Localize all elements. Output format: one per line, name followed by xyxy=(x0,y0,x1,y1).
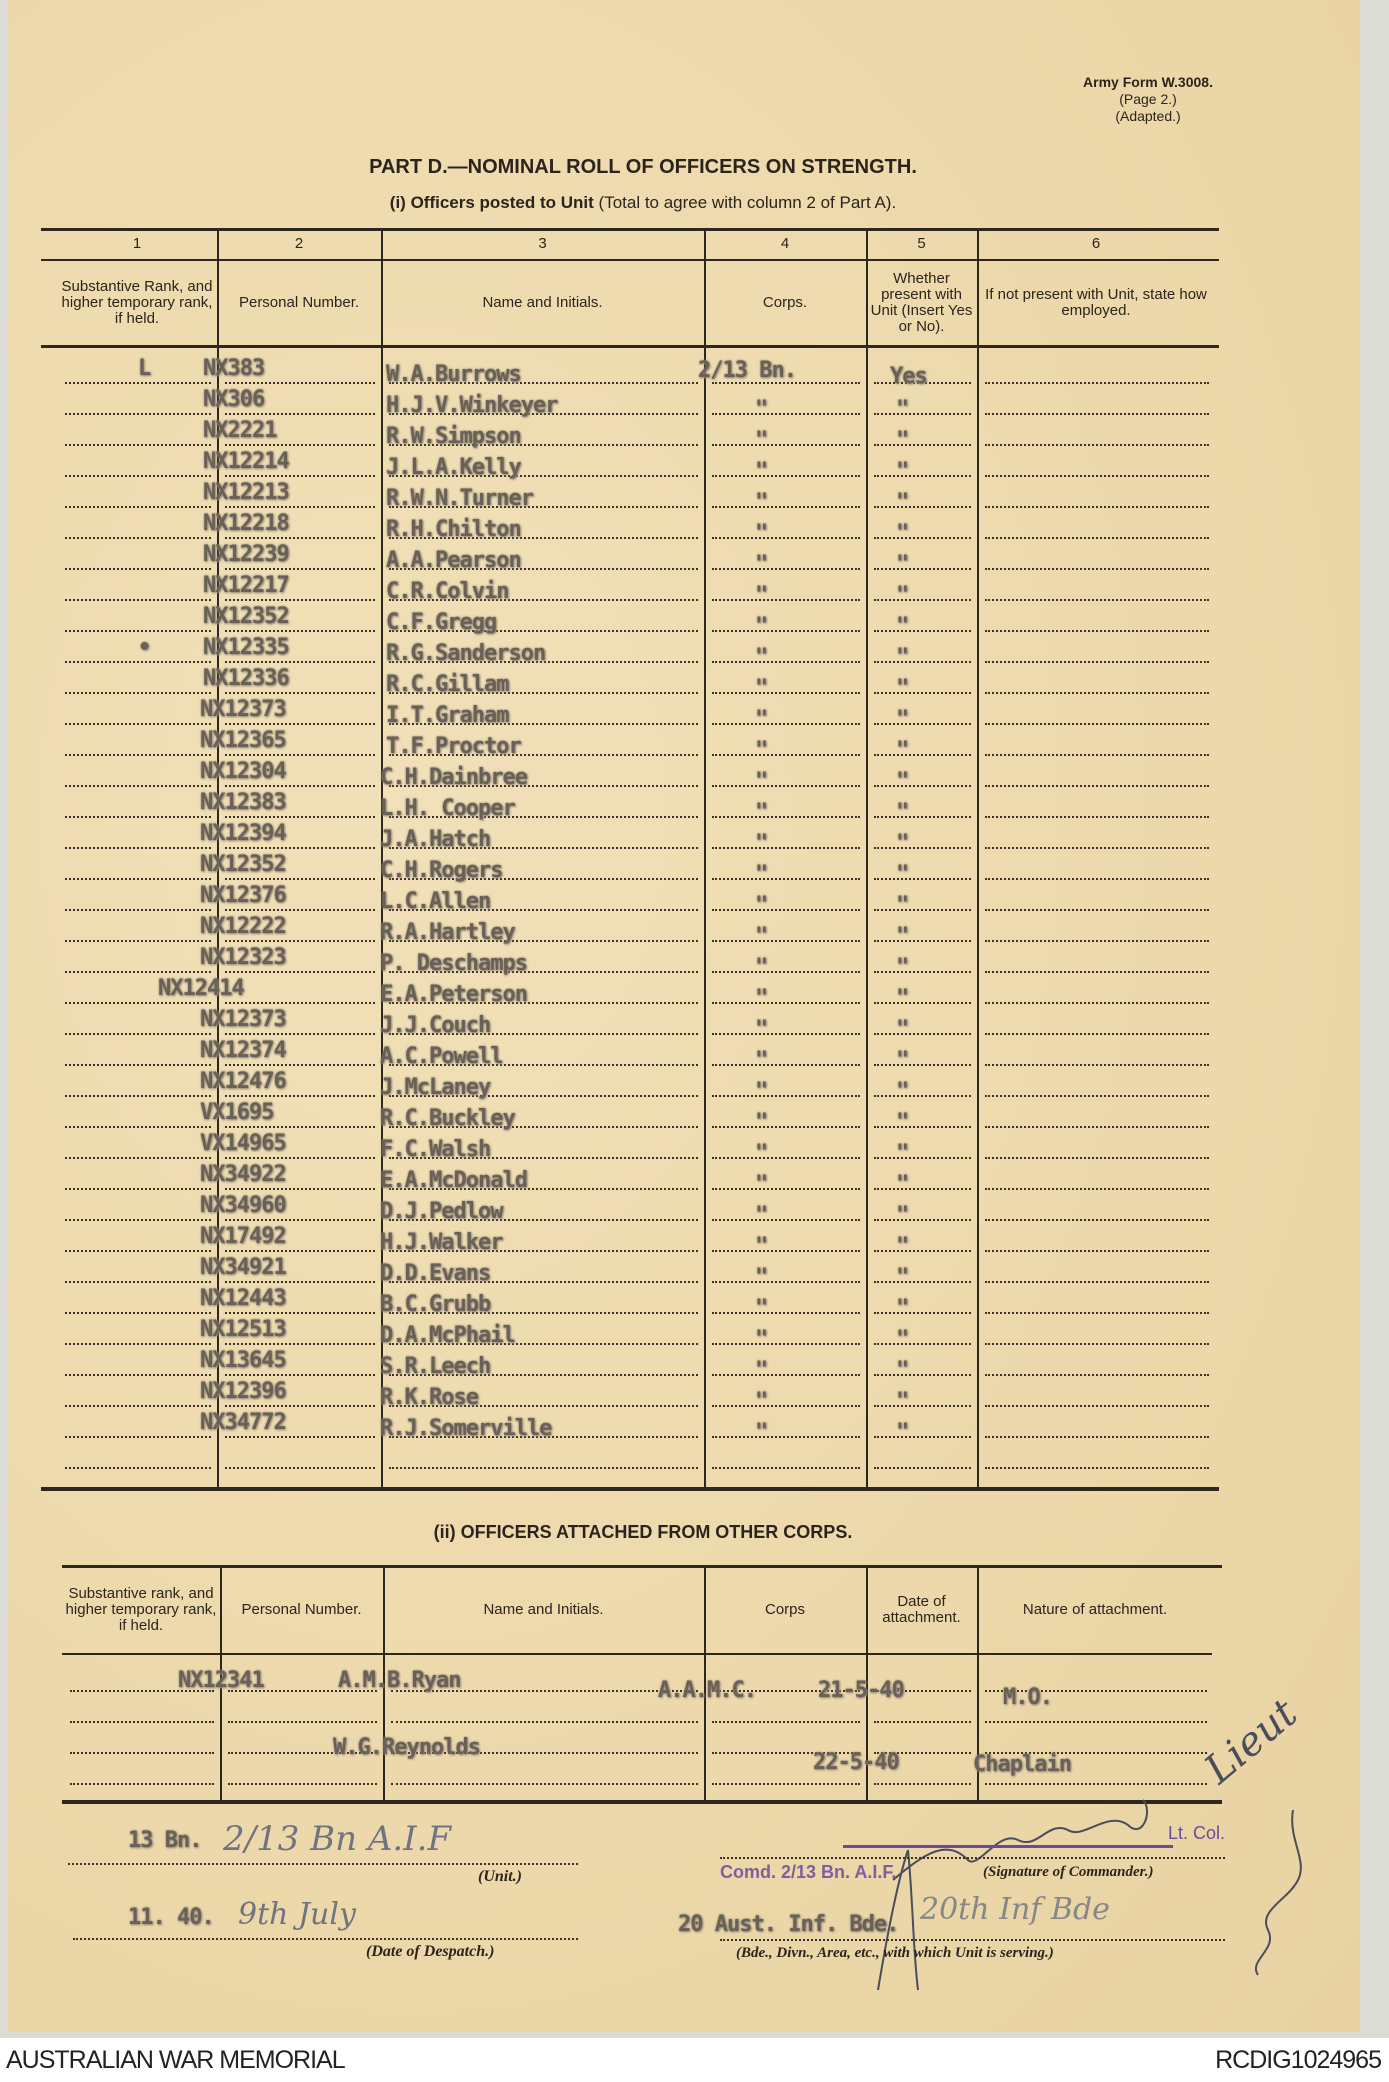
column-header xyxy=(706,262,864,344)
name-cell: J.A.Hatch xyxy=(380,827,491,852)
personal-number-cell: NX12394 xyxy=(200,821,286,846)
name-cell: R.C.Buckley xyxy=(380,1106,515,1131)
subtitle-rest: (Total to agree with column 2 of Part A). xyxy=(598,193,897,212)
row-ruling xyxy=(712,1467,860,1469)
unit-line xyxy=(68,1863,578,1865)
present-cell: " xyxy=(896,1172,909,1197)
corps-cell: " xyxy=(755,428,768,453)
personal-number-cell: NX13645 xyxy=(200,1348,286,1373)
column-header-label: Nature of attachment. xyxy=(1022,1601,1168,1618)
unit-typed: 13 Bn. xyxy=(128,1828,202,1853)
row-ruling xyxy=(391,1783,698,1785)
present-cell: " xyxy=(896,645,909,670)
column-header xyxy=(383,262,702,344)
personal-number-cell: NX12323 xyxy=(200,945,286,970)
corps-cell: " xyxy=(755,862,768,887)
personal-number-cell: NX12443 xyxy=(200,1286,286,1311)
present-cell: " xyxy=(896,552,909,577)
table-row xyxy=(8,1317,1228,1352)
column-header xyxy=(706,1570,864,1650)
corps-cell: " xyxy=(755,1048,768,1073)
date-cell: 22-5-40 xyxy=(813,1750,899,1775)
personal-number-cell: NX12304 xyxy=(200,759,286,784)
column-header xyxy=(979,1570,1211,1650)
name-cell: R.K.Rose xyxy=(380,1385,478,1410)
present-cell: " xyxy=(896,583,909,608)
corps-cell: " xyxy=(755,955,768,980)
rank-cell: L xyxy=(138,356,151,381)
personal-number-cell: NX12213 xyxy=(203,480,289,505)
table-row xyxy=(8,1131,1228,1166)
present-cell: " xyxy=(896,1079,909,1104)
present-cell: " xyxy=(896,1110,909,1135)
corps-cell: " xyxy=(755,1017,768,1042)
nature-cell: M.O. xyxy=(1003,1685,1052,1710)
present-cell: " xyxy=(896,1296,909,1321)
nature-cell: Chaplain xyxy=(973,1752,1071,1777)
column-header-label: If not present with Unit, state how employed. xyxy=(985,286,1207,319)
column-number: 1 xyxy=(132,235,142,252)
personal-number-cell: NX12373 xyxy=(200,697,286,722)
corps-cell: " xyxy=(755,769,768,794)
corps-cell: " xyxy=(755,924,768,949)
name-cell: D.J.Pedlow xyxy=(380,1199,503,1224)
present-cell: " xyxy=(896,707,909,732)
personal-number-cell: NX12376 xyxy=(200,883,286,908)
table-row xyxy=(8,976,1228,1011)
corps-cell: " xyxy=(755,645,768,670)
corps-cell: " xyxy=(755,521,768,546)
row-ruling xyxy=(70,1752,214,1754)
present-cell: " xyxy=(896,521,909,546)
present-cell: " xyxy=(896,986,909,1011)
row-ruling xyxy=(389,1467,698,1469)
row-ruling xyxy=(228,1783,377,1785)
page-subtitle xyxy=(8,193,1278,213)
personal-number-cell: NX306 xyxy=(203,387,265,412)
personal-number-cell: NX12383 xyxy=(200,790,286,815)
page-title: PART D.—NOMINAL ROLL OF OFFICERS ON STRENGTH. xyxy=(369,156,917,178)
corps-cell: " xyxy=(755,583,768,608)
name-cell: R.H.Chilton xyxy=(386,517,521,542)
row-ruling xyxy=(225,1467,375,1469)
present-cell: Yes xyxy=(890,364,927,389)
corps-cell: " xyxy=(755,1296,768,1321)
table-row xyxy=(8,1162,1228,1197)
unit-label: (Unit.) xyxy=(478,1868,522,1885)
present-cell: " xyxy=(896,459,909,484)
present-cell: " xyxy=(896,1048,909,1073)
name-cell: W.G.Reynolds xyxy=(333,1735,480,1760)
signature-line xyxy=(720,1857,1225,1859)
section2-title: (ii) OFFICERS ATTACHED FROM OTHER CORPS. xyxy=(433,1522,853,1542)
personal-number-cell: NX12373 xyxy=(200,1007,286,1032)
personal-number-cell: NX12218 xyxy=(203,511,289,536)
table-row xyxy=(8,728,1228,763)
corps-cell: " xyxy=(755,1203,768,1228)
column-header-label: Corps xyxy=(764,1601,805,1618)
rank-cell: • xyxy=(138,635,151,660)
command-stamp: Comd. 2/13 Bn. A.I.F. xyxy=(720,1862,897,1882)
table-row xyxy=(8,1038,1228,1073)
corps-cell: 2/13 Bn. xyxy=(698,358,796,383)
personal-number-cell: NX12217 xyxy=(203,573,289,598)
name-cell: C.H.Rogers xyxy=(380,858,503,883)
form-page: (Page 2.) xyxy=(1119,91,1177,107)
row-ruling xyxy=(874,1721,971,1723)
personal-number-cell: NX12513 xyxy=(200,1317,286,1342)
table-row xyxy=(8,1286,1228,1321)
table-row xyxy=(8,1007,1228,1042)
name-cell: R.C.Gillam xyxy=(386,672,509,697)
paper-sheet xyxy=(8,0,1360,2032)
personal-number-cell: NX34772 xyxy=(200,1410,286,1435)
present-cell: " xyxy=(896,955,909,980)
personal-number-cell: NX34921 xyxy=(200,1255,286,1280)
present-cell: " xyxy=(896,893,909,918)
present-cell: " xyxy=(896,1327,909,1352)
form-adapted: (Adapted.) xyxy=(1115,108,1181,124)
column-header xyxy=(222,1570,381,1650)
name-cell: E.A.McDonald xyxy=(380,1168,527,1193)
margin-handwritten-mark xyxy=(1238,1800,1318,1980)
name-cell: L.H. Cooper xyxy=(380,796,515,821)
name-cell: J.L.A.Kelly xyxy=(386,455,521,480)
bde-line xyxy=(720,1939,1225,1941)
corps-cell: A.A.M.C. xyxy=(658,1678,756,1703)
bde-handwritten: 20th Inf Bde xyxy=(920,1892,1110,1927)
column-header-label: Date of attachment. xyxy=(882,1593,961,1626)
name-cell: R.J.Somerville xyxy=(380,1416,552,1441)
table-top-rule xyxy=(62,1565,1222,1568)
archive-footer xyxy=(0,2038,1389,2082)
table-row xyxy=(8,418,1228,453)
table-row xyxy=(8,387,1228,422)
corps-cell: " xyxy=(755,1172,768,1197)
personal-number-cell: NX12222 xyxy=(200,914,286,939)
personal-number-cell: NX17492 xyxy=(200,1224,286,1249)
name-cell: J.McLaney xyxy=(380,1075,491,1100)
present-cell: " xyxy=(896,490,909,515)
corps-cell: " xyxy=(755,1234,768,1259)
column-header-label: Personal Number. xyxy=(241,1601,362,1618)
present-cell: " xyxy=(896,428,909,453)
personal-number-cell: NX12365 xyxy=(200,728,286,753)
table-row xyxy=(8,914,1228,949)
column-header xyxy=(979,262,1213,344)
column-header xyxy=(64,1570,218,1650)
name-cell: P. Deschamps xyxy=(380,951,527,976)
column-header xyxy=(868,1570,975,1650)
table-row xyxy=(8,666,1228,701)
present-cell: " xyxy=(896,676,909,701)
present-cell: " xyxy=(896,800,909,825)
column-header xyxy=(59,262,215,344)
name-cell: A.A.Pearson xyxy=(386,548,521,573)
personal-number-cell: NX12374 xyxy=(200,1038,286,1063)
corps-cell: " xyxy=(755,831,768,856)
bde-label: (Bde., Divn., Area, etc., with which Unit is serving.) xyxy=(736,1945,1054,1961)
corps-cell: " xyxy=(755,893,768,918)
present-cell: " xyxy=(896,1265,909,1290)
row-ruling xyxy=(70,1721,214,1723)
corps-cell: " xyxy=(755,552,768,577)
personal-number-cell: NX12335 xyxy=(203,635,289,660)
table-row xyxy=(8,945,1228,980)
corps-cell: " xyxy=(755,459,768,484)
corps-cell: " xyxy=(755,1141,768,1166)
name-cell: H.J.Walker xyxy=(380,1230,503,1255)
corps-cell: " xyxy=(755,1327,768,1352)
column-number: 6 xyxy=(1091,235,1101,252)
row-ruling xyxy=(985,1467,1209,1469)
name-cell: J.J.Couch xyxy=(380,1013,491,1038)
column-header-label: Personal Number. xyxy=(238,294,360,311)
table-row xyxy=(8,852,1228,887)
unit-handwritten: 2/13 Bn A.I.F xyxy=(223,1819,452,1859)
column-header-label: Substantive Rank, and higher temporary rank, if held. xyxy=(61,278,213,327)
present-cell: " xyxy=(896,1389,909,1414)
personal-number-cell: NX34922 xyxy=(200,1162,286,1187)
name-cell: W.A.Burrows xyxy=(386,362,521,387)
table-row xyxy=(8,635,1228,670)
table-row xyxy=(8,1379,1228,1414)
corps-cell: " xyxy=(755,738,768,763)
table-row xyxy=(8,821,1228,856)
row-ruling xyxy=(712,1721,860,1723)
present-cell: " xyxy=(896,1234,909,1259)
present-cell: " xyxy=(896,1141,909,1166)
name-cell: C.F.Gregg xyxy=(386,610,497,635)
row-ruling xyxy=(985,1721,1207,1723)
column-number: 5 xyxy=(917,235,926,252)
table-row xyxy=(8,1348,1228,1383)
present-cell: " xyxy=(896,924,909,949)
header-bottom-rule xyxy=(62,1653,1212,1655)
number-cell: NX12341 xyxy=(178,1668,264,1693)
column-number: 4 xyxy=(780,235,790,252)
table-row xyxy=(8,1410,1228,1445)
date-handwritten: 9th July xyxy=(238,1897,356,1932)
corps-cell: " xyxy=(755,1358,768,1383)
corps-cell: " xyxy=(755,676,768,701)
personal-number-cell: NX12352 xyxy=(200,852,286,877)
table-row xyxy=(8,697,1228,732)
present-cell: " xyxy=(896,738,909,763)
column-number: 3 xyxy=(538,235,547,252)
present-cell: " xyxy=(896,1203,909,1228)
present-cell: " xyxy=(896,862,909,887)
name-cell: D.A.McPhail xyxy=(380,1323,515,1348)
table-row xyxy=(8,356,1228,389)
archive-id: RCDIG1024965 xyxy=(1215,2046,1381,2074)
personal-number-cell: NX12352 xyxy=(203,604,289,629)
name-cell: T.F.Proctor xyxy=(386,734,521,759)
name-cell: R.W.N.Turner xyxy=(386,486,533,511)
name-cell: L.C.Allen xyxy=(380,889,491,914)
corps-cell: " xyxy=(755,1389,768,1414)
form-reference xyxy=(1048,74,1248,125)
corps-cell: " xyxy=(755,1420,768,1445)
date-line xyxy=(73,1938,578,1940)
row-ruling xyxy=(391,1721,698,1723)
row-ruling xyxy=(70,1783,214,1785)
personal-number-cell: NX12214 xyxy=(203,449,289,474)
date-cell: 21-5-40 xyxy=(818,1678,904,1703)
name-cell: C.R.Colvin xyxy=(386,579,509,604)
corps-cell: " xyxy=(755,1079,768,1104)
personal-number-cell: NX12476 xyxy=(200,1069,286,1094)
date-typed: 11. 40. xyxy=(128,1905,214,1930)
personal-number-cell: NX383 xyxy=(203,356,265,381)
name-cell: R.A.Hartley xyxy=(380,920,515,945)
personal-number-cell: NX12396 xyxy=(200,1379,286,1404)
table-row xyxy=(8,573,1228,608)
rank-stamp: Lt. Col. xyxy=(1168,1823,1226,1843)
date-label: (Date of Despatch.) xyxy=(366,1943,495,1960)
corps-cell: " xyxy=(755,800,768,825)
bde-typed: 20 Aust. Inf. Bde. xyxy=(678,1912,899,1937)
personal-number-cell: NX12414 xyxy=(158,976,244,1001)
present-cell: " xyxy=(896,769,909,794)
column-number: 2 xyxy=(294,235,304,252)
column-header xyxy=(385,1570,702,1650)
name-cell: E.A.Peterson xyxy=(380,982,527,1007)
table-row xyxy=(8,480,1228,515)
table-row xyxy=(8,542,1228,577)
personal-number-cell: NX2221 xyxy=(203,418,277,443)
corps-cell: " xyxy=(755,614,768,639)
present-cell: " xyxy=(896,1358,909,1383)
corps-cell: " xyxy=(755,490,768,515)
column-header xyxy=(219,262,379,344)
margin-handwritten-note: Lieut xyxy=(1196,1690,1306,1793)
row-ruling xyxy=(874,1467,971,1469)
column-header-label: Substantive rank, and higher temporary rank, if held. xyxy=(65,1585,217,1634)
table-row xyxy=(8,883,1228,918)
row-ruling xyxy=(712,1783,860,1785)
name-cell: A.M.B.Ryan xyxy=(338,1668,461,1693)
name-cell: I.T.Graham xyxy=(386,703,509,728)
table-row xyxy=(8,1069,1228,1104)
name-cell: C.H.Dainbree xyxy=(380,765,527,790)
name-cell: R.G.Sanderson xyxy=(386,641,546,666)
present-cell: " xyxy=(896,614,909,639)
name-cell: B.C.Grubb xyxy=(380,1292,491,1317)
table-row xyxy=(8,1224,1228,1259)
personal-number-cell: NX34960 xyxy=(200,1193,286,1218)
corps-cell: " xyxy=(755,397,768,422)
corps-cell: " xyxy=(755,986,768,1011)
stamp-underline xyxy=(843,1845,1173,1848)
present-cell: " xyxy=(896,831,909,856)
row-ruling xyxy=(228,1721,377,1723)
column-header-label: Name and Initials. xyxy=(483,1601,604,1618)
subtitle-bold: (i) Officers posted to Unit xyxy=(389,193,594,212)
name-cell: H.J.V.Winkeyer xyxy=(386,393,558,418)
personal-number-cell: VX1695 xyxy=(200,1100,274,1125)
table-row xyxy=(8,790,1228,825)
name-cell: A.C.Powell xyxy=(380,1044,503,1069)
name-cell: F.C.Walsh xyxy=(380,1137,491,1162)
table-row xyxy=(8,449,1228,484)
personal-number-cell: NX12336 xyxy=(203,666,289,691)
table-row xyxy=(8,511,1228,546)
corps-cell: " xyxy=(755,1110,768,1135)
column-header-label: Corps. xyxy=(762,294,808,311)
signature-label: (Signature of Commander.) xyxy=(983,1864,1154,1880)
name-cell: R.W.Simpson xyxy=(386,424,521,449)
column-header xyxy=(868,262,975,344)
table-row xyxy=(8,1100,1228,1135)
name-cell: S.R.Leech xyxy=(380,1354,491,1379)
personal-number-cell: VX14965 xyxy=(200,1131,286,1156)
present-cell: " xyxy=(896,397,909,422)
present-cell: " xyxy=(896,1420,909,1445)
archive-name: AUSTRALIAN WAR MEMORIAL xyxy=(6,2046,345,2074)
column-header-label: Whether present with Unit (Insert Yes or No). xyxy=(870,270,973,335)
corps-cell: " xyxy=(755,1265,768,1290)
table-row xyxy=(8,759,1228,794)
name-cell: D.D.Evans xyxy=(380,1261,491,1286)
table-row xyxy=(8,1255,1228,1290)
row-ruling xyxy=(65,1467,211,1469)
personal-number-cell: NX12239 xyxy=(203,542,289,567)
form-number: Army Form W.3008. xyxy=(1083,74,1213,90)
present-cell: " xyxy=(896,1017,909,1042)
corps-cell: " xyxy=(755,707,768,732)
table-row xyxy=(8,604,1228,639)
table-row xyxy=(8,1193,1228,1228)
column-header-label: Name and Initials. xyxy=(482,294,603,311)
